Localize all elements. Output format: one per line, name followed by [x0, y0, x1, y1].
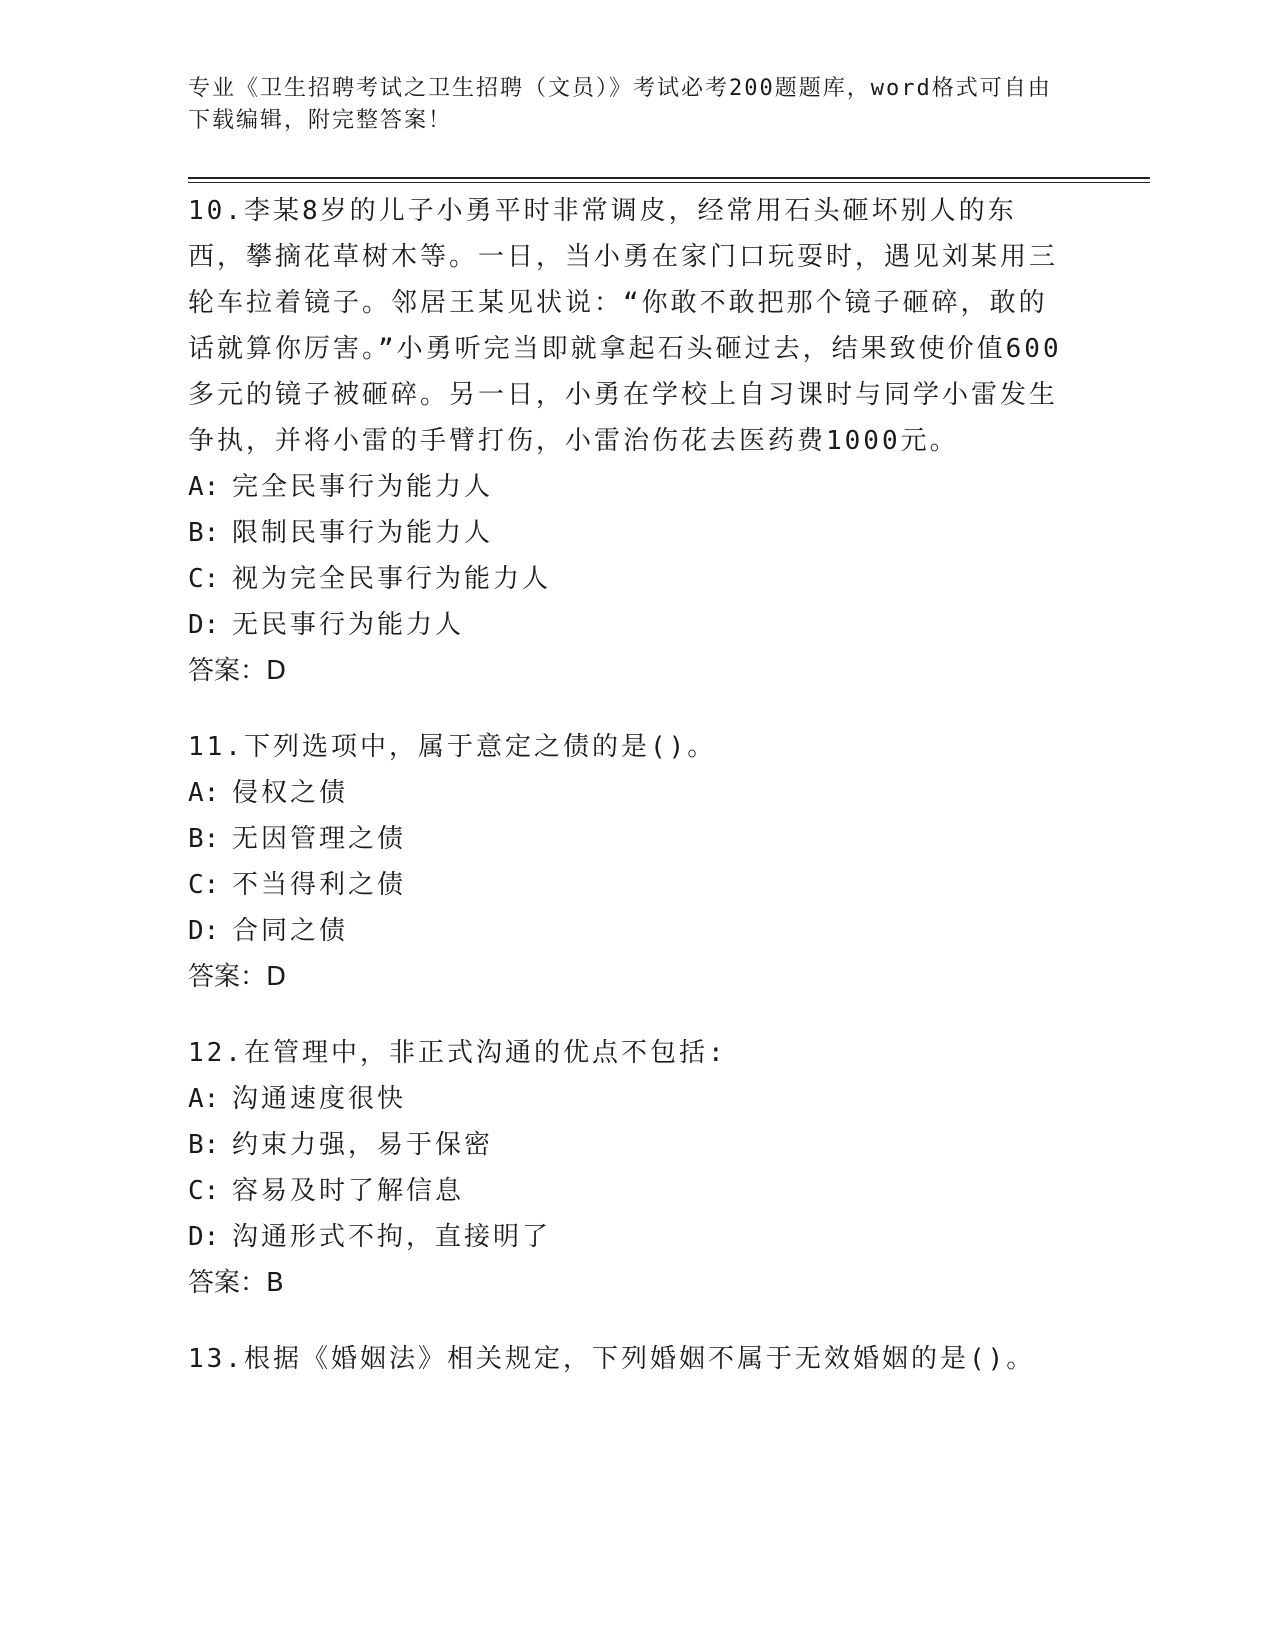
question-stem: 13.根据《婚姻法》相关规定，下列婚姻不属于无效婚姻的是()。: [188, 1344, 1036, 1374]
question-11: [188, 724, 1068, 1000]
option-text: 限制民事行为能力人: [232, 518, 494, 548]
question-stem: 11.下列选项中，属于意定之债的是()。: [188, 732, 717, 762]
answer-label: 答案：D: [188, 656, 287, 686]
question-stem: 12.在管理中，非正式沟通的优点不包括:: [188, 1038, 727, 1068]
question-list: [188, 188, 1068, 1412]
option-letter: B:: [188, 1130, 220, 1160]
option-text: 沟通形式不拘，直接明了: [232, 1222, 552, 1252]
question-stem: 10.李某8岁的儿子小勇平时非常调皮，经常用石头砸坏别人的东西，攀摘花草树木等。一日，当小勇在家门口玩耍时，遇见刘某用三轮车拉着镜子。邻居王某见状说：“你敢不敢把那个镜子砸碎，敢的话就算你厉害。”小勇听完当即就拿起石头砸过去，结果致使价值600多元的镜子被砸碎。另一日，小勇在学校上自习课时与同学小雷发生争执，并将小雷的手臂打伤，小雷治伤花去医药费1000元。: [188, 196, 1062, 456]
question-12: [188, 1030, 1068, 1306]
option-text: 沟通速度很快: [232, 1084, 407, 1114]
option-letter: B:: [188, 824, 220, 854]
question-10: [188, 188, 1068, 694]
option-letter: D:: [188, 1222, 220, 1252]
option-b: [188, 510, 1068, 556]
option-c: [188, 862, 1068, 908]
question-13: [188, 1336, 1068, 1382]
option-letter: C:: [188, 870, 220, 900]
document-header: 专业《卫生招聘考试之卫生招聘（文员）》考试必考200题题库，word格式可自由下载编辑，附完整答案！: [188, 76, 1052, 133]
option-text: 完全民事行为能力人: [232, 472, 494, 502]
option-text: 无民事行为能力人: [232, 610, 465, 640]
option-a: [188, 1076, 1068, 1122]
option-a: [188, 770, 1068, 816]
header-rule-thin: [188, 182, 1150, 183]
option-a: [188, 464, 1068, 510]
option-d: [188, 1214, 1068, 1260]
answer-label: 答案：D: [188, 962, 287, 992]
option-letter: C:: [188, 564, 220, 594]
option-letter: D:: [188, 916, 220, 946]
answer-label: 答案：B: [188, 1268, 284, 1298]
option-letter: A:: [188, 472, 220, 502]
option-text: 合同之债: [232, 916, 349, 946]
option-d: [188, 908, 1068, 954]
header-rule-thick: [188, 177, 1150, 179]
option-text: 视为完全民事行为能力人: [232, 564, 552, 594]
option-letter: D:: [188, 610, 220, 640]
option-b: [188, 816, 1068, 862]
option-letter: B:: [188, 518, 220, 548]
option-c: [188, 1168, 1068, 1214]
option-text: 不当得利之债: [232, 870, 407, 900]
option-text: 容易及时了解信息: [232, 1176, 465, 1206]
option-text: 无因管理之债: [232, 824, 407, 854]
option-d: [188, 602, 1068, 648]
option-letter: C:: [188, 1176, 220, 1206]
option-letter: A:: [188, 778, 220, 808]
option-text: 约束力强，易于保密: [232, 1130, 494, 1160]
option-text: 侵权之债: [232, 778, 349, 808]
option-letter: A:: [188, 1084, 220, 1114]
option-b: [188, 1122, 1068, 1168]
option-c: [188, 556, 1068, 602]
